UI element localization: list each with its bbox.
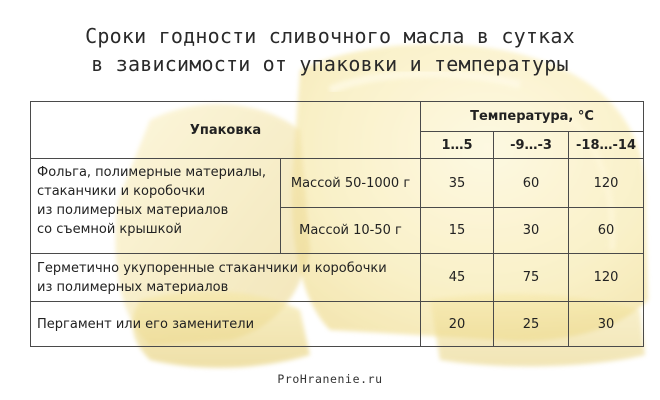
shelf-life-table (30, 101, 644, 347)
header-temperature: Температура, °С (421, 102, 644, 132)
table-header-row-1 (31, 102, 644, 132)
value-cell: 60 (569, 208, 644, 254)
packaging-line: из полимерных материалов (37, 203, 229, 218)
table-row (31, 302, 644, 347)
mass-cell: Массой 10-50 г (281, 208, 421, 254)
value-cell: 45 (421, 254, 494, 302)
title-line-1: Сроки годности сливочного масла в сутках (85, 24, 575, 48)
packaging-cell (31, 302, 421, 347)
value-cell: 20 (421, 302, 494, 347)
packaging-cell (31, 159, 281, 254)
value-cell: 15 (421, 208, 494, 254)
source-watermark: ProHranenie.ru (277, 372, 383, 386)
header-temp-range: -9…-3 (494, 132, 569, 159)
packaging-cell (31, 254, 421, 302)
value-cell: 25 (494, 302, 569, 347)
table-row (31, 159, 644, 208)
packaging-line: из полимерных материалов (37, 279, 229, 295)
header-packaging: Упаковка (31, 102, 421, 159)
page-title (0, 22, 660, 78)
value-cell: 120 (569, 254, 644, 302)
value-cell: 35 (421, 159, 494, 208)
value-cell: 60 (494, 159, 569, 208)
table-row (31, 254, 644, 302)
value-cell: 120 (569, 159, 644, 208)
mass-cell: Массой 50-1000 г (281, 159, 421, 208)
packaging-line: Фольга, полимерные материалы, (37, 165, 267, 180)
value-cell: 75 (494, 254, 569, 302)
value-cell: 30 (494, 208, 569, 254)
title-line-2: в зависимости от упаковки и температуры (91, 52, 569, 76)
packaging-line: со съемной крышкой (37, 222, 182, 237)
packaging-line: Пергамент или его заменители (37, 316, 255, 332)
packaging-line: Герметично укупоренные стаканчики и коробочки (37, 260, 387, 276)
value-cell: 30 (569, 302, 644, 347)
packaging-line: стаканчики и коробочки (37, 184, 206, 199)
header-temp-range: -18…-14 (569, 132, 644, 159)
header-temp-range: 1…5 (421, 132, 494, 159)
